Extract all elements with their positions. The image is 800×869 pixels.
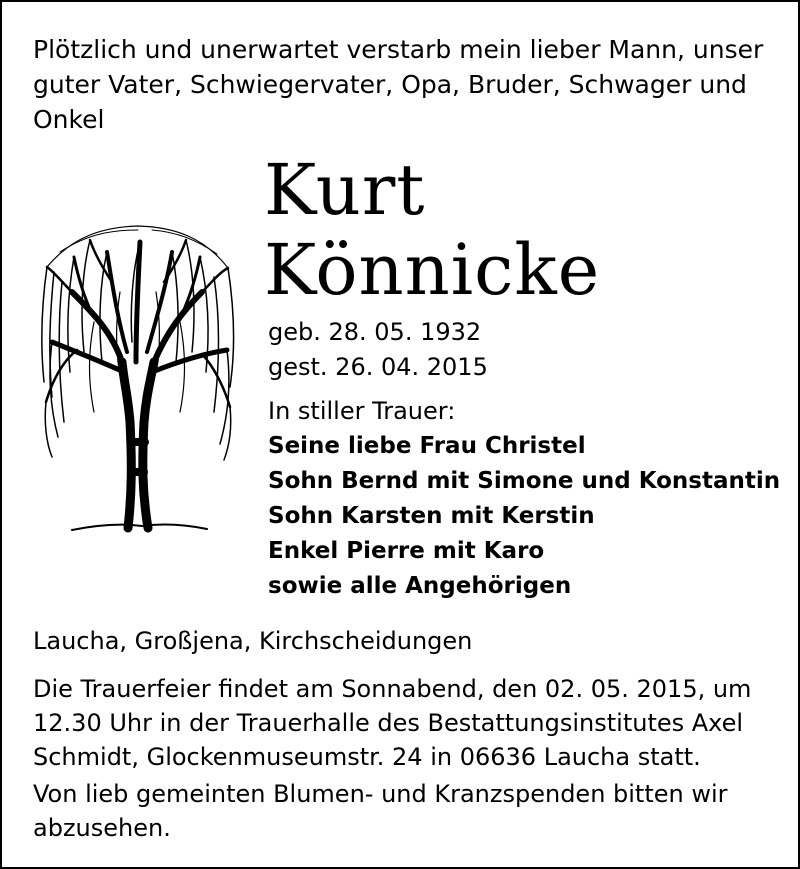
weeping-tree-icon (32, 222, 244, 542)
birth-date: geb. 28. 05. 1932 (268, 318, 482, 346)
intro-text (33, 32, 773, 137)
flowers-request-text (33, 777, 773, 845)
mourner-entry: Enkel Pierre mit Karo (268, 538, 545, 564)
mourner-entry: sowie alle Angehörigen (268, 573, 572, 599)
intro-line: Onkel (33, 105, 105, 134)
mourners-list (268, 394, 780, 604)
mourner-entry: Seine liebe Frau Christel (268, 433, 586, 459)
service-line: Die Trauerfeier findet am Sonnabend, den 02. 05. 2015, um (33, 675, 752, 703)
life-dates (268, 315, 488, 385)
death-date: gest. 26. 04. 2015 (268, 353, 488, 381)
deceased-last-name: Könnicke (264, 229, 601, 311)
service-line: 12.30 Uhr in der Trauerhalle des Bestattungsinstitutes Axel (33, 709, 744, 737)
intro-line: guter Vater, Schwiegervater, Opa, Bruder, Schwager und (33, 70, 747, 99)
intro-line: Plötzlich und unerwartet verstarb mein lieber Mann, unser (33, 35, 764, 64)
service-line: Schmidt, Glockenmuseumstr. 24 in 06636 Laucha statt. (33, 743, 701, 771)
flowers-line: Von lieb gemeinten Blumen- und Kranzspenden bitten wir (33, 780, 728, 808)
mourner-entry: Sohn Karsten mit Kerstin (268, 503, 595, 529)
places-line: Laucha, Großjena, Kirchscheidungen (33, 627, 473, 655)
deceased-first-name: Kurt (264, 149, 426, 231)
mourners-heading: In stiller Trauer: (268, 397, 456, 425)
mourner-entry: Sohn Bernd mit Simone und Konstantin (268, 468, 781, 494)
flowers-line: abzusehen. (33, 814, 171, 842)
funeral-service-text (33, 672, 773, 774)
